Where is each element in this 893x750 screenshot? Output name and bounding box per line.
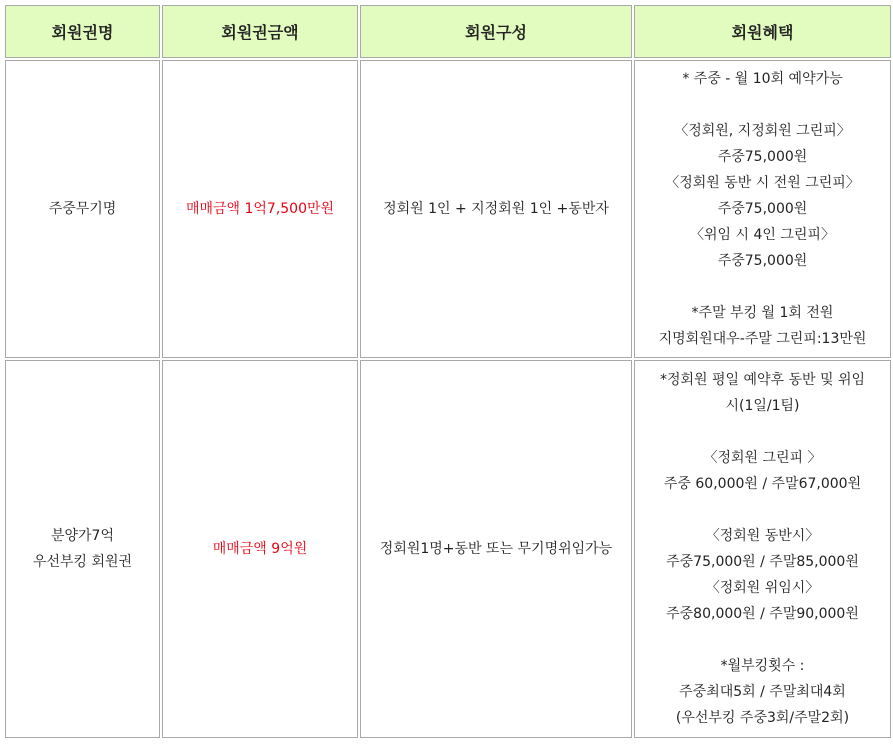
membership-composition: 정회원 1인 + 지정회원 1인 +동반자 bbox=[360, 60, 632, 358]
benefit-line: 지명회원대우-주말 그린피:13만원 bbox=[658, 331, 867, 347]
header-name: 회원권명 bbox=[5, 5, 160, 58]
membership-benefits bbox=[634, 60, 891, 358]
membership-name-cell bbox=[5, 60, 160, 358]
header-composition: 회원구성 bbox=[360, 5, 632, 58]
benefit-line: 주중75,000원 / 주말85,000원 bbox=[666, 554, 859, 570]
benefit-line: 시(1일/1팀) bbox=[725, 398, 800, 414]
membership-table bbox=[3, 3, 893, 740]
membership-name: 주중무기명 bbox=[48, 201, 117, 217]
header-row bbox=[5, 5, 891, 58]
membership-price: 매매금액 9억원 bbox=[162, 360, 358, 738]
benefit-line: 주중 60,000원 / 주말67,000원 bbox=[663, 476, 862, 492]
benefit-line: * 주중 - 월 10회 예약가능 bbox=[682, 71, 843, 87]
benefit-line: *정회원 평일 예약후 동반 및 위임 bbox=[659, 372, 866, 388]
benefit-line: 〈위임 시 4인 그린피〉 bbox=[690, 227, 835, 243]
benefit-line: 〈정회원 그린피 〉 bbox=[703, 450, 822, 466]
benefit-line: 주중75,000원 bbox=[717, 149, 808, 165]
benefit-line: 주중75,000원 bbox=[717, 253, 808, 269]
table-row bbox=[5, 360, 891, 738]
header-price: 회원권금액 bbox=[162, 5, 358, 58]
benefit-line: 〈정회원 동반시〉 bbox=[705, 528, 820, 544]
membership-name-cell bbox=[5, 360, 160, 738]
benefit-line: 주중80,000원 / 주말90,000원 bbox=[666, 606, 859, 622]
benefit-line: 〈정회원 동반 시 전원 그린피〉 bbox=[665, 175, 860, 191]
header-benefits: 회원혜택 bbox=[634, 5, 891, 58]
benefit-line: *월부킹횟수 : bbox=[720, 658, 805, 674]
membership-benefits bbox=[634, 360, 891, 738]
benefit-line: 〈정회원, 지정회원 그린피〉 bbox=[674, 123, 851, 139]
benefit-line: (우선부킹 주중3회/주말2회) bbox=[675, 710, 850, 726]
membership-composition: 정회원1명+동반 또는 무기명위임가능 bbox=[360, 360, 632, 738]
membership-name: 우선부킹 회원권 bbox=[32, 554, 133, 570]
benefit-line: 주중75,000원 bbox=[717, 201, 808, 217]
membership-price: 매매금액 1억7,500만원 bbox=[162, 60, 358, 358]
benefit-line: 〈정회원 위임시〉 bbox=[705, 580, 820, 596]
benefit-line: 주중최대5회 / 주말최대4회 bbox=[679, 684, 846, 700]
benefit-line: *주말 부킹 월 1회 전원 bbox=[691, 305, 834, 321]
table-row bbox=[5, 60, 891, 358]
membership-name: 분양가7억 bbox=[50, 528, 114, 544]
